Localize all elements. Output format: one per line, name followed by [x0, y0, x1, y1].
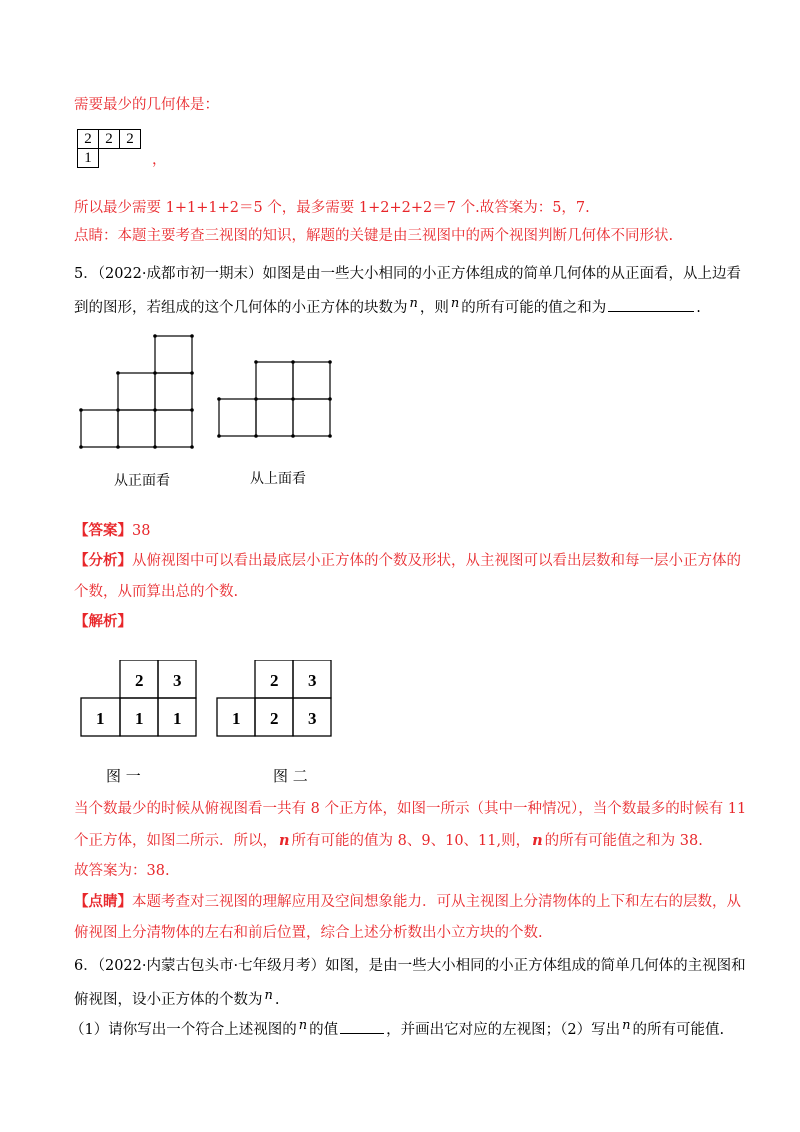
fig2-cell: 1: [232, 709, 241, 728]
caption-top-view: 从上面看: [250, 471, 306, 487]
fig1-cell: 1: [173, 709, 182, 728]
q6-stem-part: .: [274, 992, 280, 1008]
fig1-cell: 1: [135, 709, 144, 728]
front-view-drawing: [81, 336, 192, 447]
solution-tag-label: 【解析】: [74, 613, 132, 630]
solution-line1: 当个数最少的时候从俯视图看一共有 8 个正方体，如图一所示（其中一种情况），当个数最多的时候有 11: [74, 801, 747, 817]
q5-stem-line2: [74, 294, 701, 318]
caption-front-view: 从正面看: [114, 473, 170, 489]
grid-cell: 1: [78, 149, 99, 168]
top-view-drawing: [219, 362, 330, 436]
variable-n: n: [622, 1018, 631, 1033]
q6-stem-line3: [70, 1016, 724, 1040]
q6-stem-line2: [74, 986, 279, 1010]
fig2-cell: 2: [270, 671, 279, 690]
q6-stem-part: ，并画出它对应的左视图；（2）写出: [386, 1022, 621, 1038]
figure-two-caption: 图 二: [273, 767, 308, 785]
min-count-grid: [77, 129, 141, 168]
analysis-text: 从俯视图中可以看出最底层小正方体的个数及形状，从主视图可以看出层数和每一层小正方体的: [132, 553, 741, 569]
q5-stem-line1: 5．（2022·成都市初一期末）如图是由一些大小相同的小正方体组成的简单几何体的从正面看，从上边看: [74, 266, 741, 282]
q6-stem-part: 的所有可能值.: [632, 1022, 725, 1038]
front-view-vertices: [79, 334, 194, 449]
tip-tag: 【点睛】: [74, 893, 132, 910]
q5-stem-part: 的所有可能的值之和为: [461, 300, 607, 316]
q5-stem-part: 到的图形，若组成的这个几何体的小正方体的块数为: [74, 300, 408, 316]
answer-value: 38: [132, 523, 151, 539]
tip-line2: 俯视图上分清物体的左右和前后位置，综合上述分析数出小立方块的个数.: [74, 925, 543, 941]
q6-stem-part: 俯视图，设小正方体的个数为: [74, 992, 263, 1008]
figure-one-caption: 图 一: [106, 767, 141, 785]
analysis-line2: 个数，从而算出总的个数.: [74, 584, 239, 600]
answer-blank: [608, 297, 694, 312]
tip-line1: [74, 892, 741, 912]
q6-stem-line1: 6．（2022·内蒙古包头市·七年级月考）如图，是由一些大小相同的小正方体组成的简单几何体的主视图和: [74, 958, 746, 974]
fig1-cell: 2: [135, 671, 144, 690]
answer-blank: [340, 1019, 384, 1034]
q5-view-figures: [70, 325, 350, 465]
remark-text: 点睛：本题主要考查三视图的知识，解题的关键是由三视图中的两个视图判断几何体不同形状.: [74, 228, 674, 244]
solution-tag: [74, 612, 132, 632]
conclusion-text: 所以最少需要 1+1+1+2＝5 个，最多需要 1+2+2+2＝7 个.故答案为：5，7.: [74, 200, 590, 216]
fig1-cell: 1: [96, 709, 105, 728]
solution-figures: [80, 660, 340, 740]
q6-stem-part: （1）请你写出一个符合上述视图的: [70, 1022, 297, 1038]
q6-stem-part: 的值: [309, 1022, 339, 1038]
fig1-cell: 3: [173, 671, 182, 690]
variable-n: n: [409, 296, 418, 311]
answer-line: [74, 521, 150, 541]
grid-cell: 2: [99, 130, 120, 149]
q5-stem-part: ，则: [419, 300, 449, 316]
analysis-line1: [74, 551, 741, 571]
intro-text: 需要最少的几何体是：: [74, 97, 219, 113]
solution-line2: [74, 831, 703, 851]
variable-n: n: [264, 988, 273, 1003]
grid-cell: 2: [78, 130, 99, 149]
tip-text: 本题考查对三视图的理解应用及空间想象能力．可从主视图上分清物体的上下和左右的层数，从: [132, 894, 741, 910]
analysis-tag: 【分析】: [74, 552, 132, 569]
q5-stem-part: .: [696, 300, 701, 316]
variable-n: n: [532, 832, 543, 849]
grid-trailing-comma: ，: [152, 152, 167, 168]
fig2-cell: 2: [270, 709, 279, 728]
variable-n: n: [450, 296, 460, 311]
grid-cell: 2: [120, 130, 141, 149]
solution-part: 的所有可能值之和为 38.: [544, 833, 703, 849]
solution-line3: 故答案为：38.: [74, 863, 170, 879]
solution-part: 个正方体，如图二所示．所以，: [74, 833, 277, 849]
fig2-cell: 3: [308, 709, 317, 728]
solution-part: 所有可能的值为 8、9、10、11,则，: [291, 833, 531, 849]
fig2-cell: 3: [308, 671, 317, 690]
answer-tag: 【答案】: [74, 522, 132, 539]
variable-n: n: [279, 832, 290, 849]
variable-n: n: [298, 1018, 308, 1033]
